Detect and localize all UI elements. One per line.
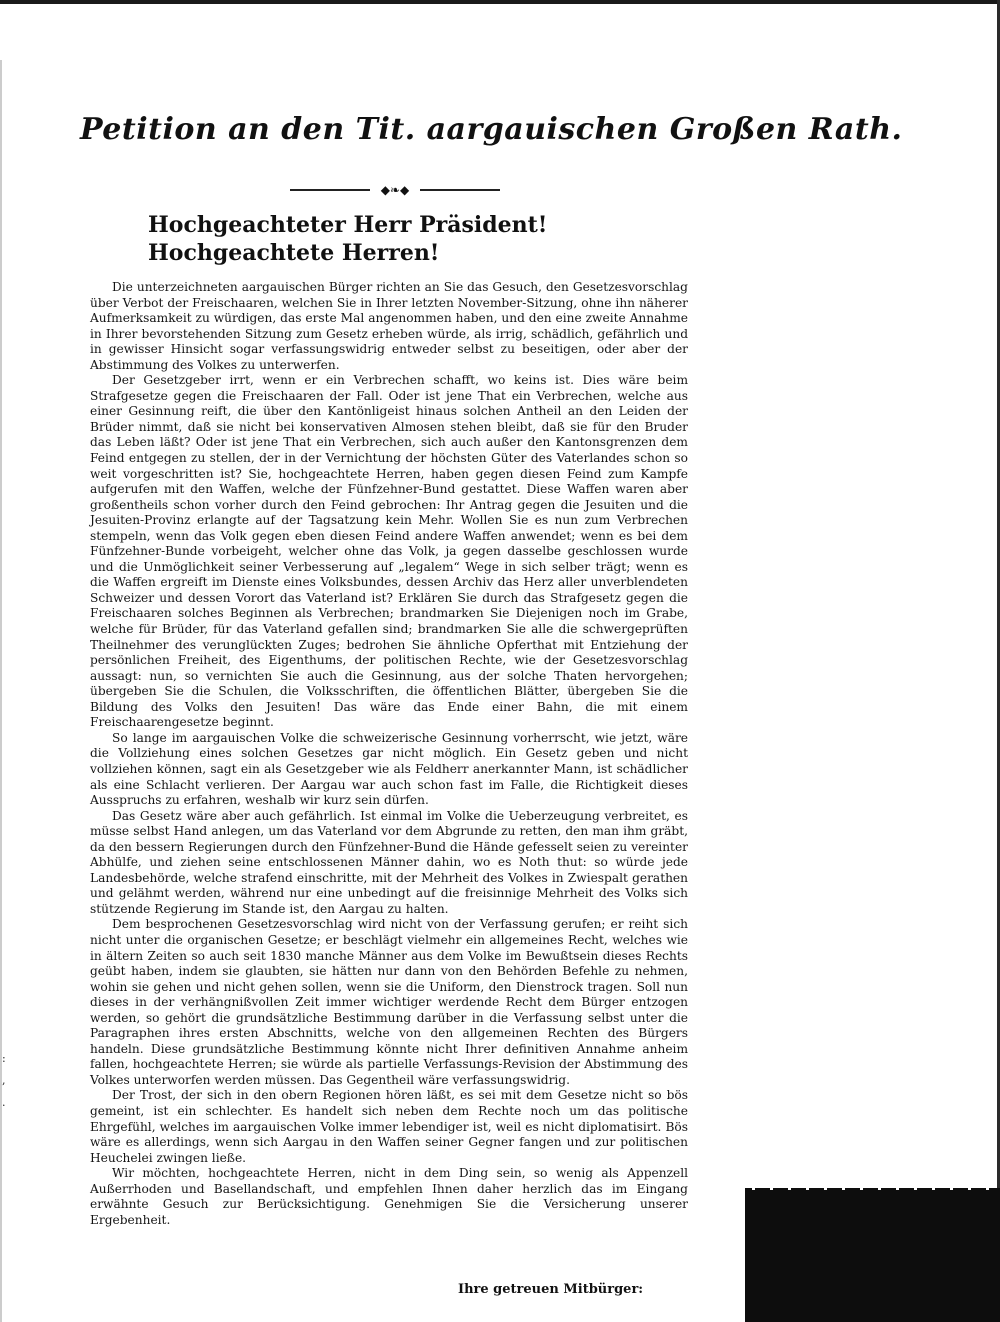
salutation-president: Hochgeachteter Herr Präsident! <box>148 212 548 238</box>
paragraph-consolation: Der Trost, der sich in den obern Regionen hören läßt, es sei mit dem Gesetze nicht so bös gemeint, ist ein schlechter. Es handelt sich neben dem Rechte noch um das politische Ehrgefühl, welches im aargauischen Volke immer lebendiger ist, weil es nicht diplomatisirt. Bös wäre es allerdings, wenn sich Aargau in den Waffen seiner Gegner fangen und zur politischen Heuchelei zwingen ließe. <box>90 1088 688 1165</box>
document-title: Petition an den Tit. aargauischen Großen Rath. <box>80 112 903 147</box>
paragraph-constitution: Dem besprochenen Gesetzesvorschlag wird nicht von der Verfassung gerufen; er reiht sich nicht unter die organischen Gesetze; er beschlägt vielmehr ein allgemeines Recht, welches wie in ältern Zeiten so auch seit 1830 manche Männer aus dem Volke im Bewußtsein dieses Rechts geübt haben, indem sie glaubten, sie hätten nur dann von den Behörden Befehle zu nehmen, wohin sie gehen und nicht gehen sollen, wenn sie die Uniform, den Dienstrock tragen. Soll nun dieses in der verhängnißvollen Zeit immer wichtiger werdende Recht dem Bürger entzogen werden, so gehört die grundsätzliche Bestimmung darüber in die Verfassung selbst unter die Paragraphen ihres ersten Abschnitts, welche von den allgemeinen Rechten des Bürgers handeln. Diese grundsätzliche Bestimmung könnte nicht Ihrer definitiven Annahme anheim fallen, hochgeachtete Herren; sie würde als partielle Verfassungs-Revision der Abstimmung des Volkes unterworfen werden müssen. Das Gegentheil wäre verfassungswidrig. <box>90 917 688 1087</box>
salutation-gentlemen: Hochgeachtete Herren! <box>148 240 440 266</box>
paragraph-legislator-errs: Der Gesetzgeber irrt, wenn er ein Verbrechen schafft, wo keins ist. Dies wäre beim Strafgesetze gegen die Freischaaren der Fall. Oder ist jene That ein Verbrechen, welche aus einer Gesinnung reift, die über den Kantönligeist hinaus solchen Antheil an den Leiden der Brüder nimmt, daß sie nicht bei konservativen Almosen stehen bleibt, daß sie für den Bruder das Leben läßt? Oder ist jene That ein Verbrechen, sich auch außer den Kantonsgrenzen dem Feind entgegen zu stellen, der in der Vernichtung der höchsten Güter des Vaterlandes schon so weit vorgeschritten ist? Sie, hochgeachtete Herren, haben gegen diesen Feind zum Kampfe aufgerufen mit den Waffen, welche der Fünfzehner-Bund gestattet. Diese Waffen waren aber großentheils schon vorher durch den Feind gebrochen: Ihr Antrag gegen die Jesuiten und die Jesuiten-Provinz erlangte auf der Tagsatzung kein Mehr. Wollen Sie es nun zum Verbrechen stempeln, wenn das Volk gegen eben diesen Feind andere Waffen anwendet; wenn es bei dem Fünfzehner-Bunde vorbeigeht, welcher ohne das Volk, ja gegen dasselbe geschlossen wurde und die Unmöglichkeit seiner Verbesserung auf „legalem“ Wege in sich selber trägt; wenn es die Waffen ergreift im Dienste eines Volksbundes, dessen Archiv das Herz aller unverblendeten Schweizer und dessen Vorort das Vaterland ist? Erklären Sie durch das Strafgesetz gegen die Freischaaren solches Beginnen als Verbrechen; brandmarken Sie Diejenigen noch im Grabe, welche für Brüder, für das Vaterland gefallen sind; brandmarken Sie alle die schwergeprüften Theilnehmer des verunglückten Zuges; bedrohen Sie ähnliche Opferthat mit Entziehung der persönlichen Freiheit, des Eigenthums, der politischen Rechte, wie der Gesetzesvorschlag aussagt: nun, so vernichten Sie auch die Gesinnung, aus der solche Thaten hervorgehen; übergeben Sie die Schulen, die Volksschriften, die öffentlichen Blätter, übergeben Sie die Bildung des Volks den Jesuiten! Das wäre das Ende einer Bahn, die mit einem Freischaarengesetze beginnt. <box>90 373 688 730</box>
paragraph-conclusion: Wir möchten, hochgeachtete Herren, nicht in dem Ding sein, so wenig als Appenzell Außerrhoden und Basellandschaft, und empfehlen Ihnen daher herzlich das im Eingang erwähnte Gesuch zur Berücksichtigung. Genehmigen Sie die Versicherung unserer Ergebenheit. <box>90 1166 688 1227</box>
closing-signature: Ihre getreuen Mitbürger: <box>458 1282 644 1297</box>
scan-border-top <box>0 0 1000 4</box>
paragraph-enforcement: So lange im aargauischen Volke die schweizerische Gesinnung vorherrscht, wie jetzt, wäre die Vollziehung eines solchen Gesetzes gar nicht möglich. Ein Gesetz geben und nicht vollziehen können, sagt ein als Gesetzgeber wie als Feldherr anerkannter Mann, ist schädlicher als eine Schlacht verlieren. Der Aargau war auch schon fast im Falle, die Richtigkeit dieses Ausspruchs zu erfahren, weshalb wir kurz sein dürfen. <box>90 730 688 808</box>
paragraph-dangerous: Das Gesetz wäre aber auch gefährlich. Ist einmal im Volke die Ueberzeugung verbreitet, es müsse selbst Hand anlegen, um das Vaterland vor dem Abgrunde zu retten, den man ihm gräbt, da den bessern Regierungen durch den Fünfzehner-Bund die Hände gefesselt seien zu vereinter Abhülfe, und ziehen seine entschlossenen Männer dahin, wo es Noth thut: so würde jede Landesbehörde, welche strafend einschritte, mit der Mehrheit des Volkes in Zwiespalt gerathen und gelähmt werden, während nur eine unbedingt auf die freisinnige Mehrheit des Volks sich stützende Regierung im Stande ist, den Aargau zu halten. <box>90 808 688 916</box>
petition-body <box>90 280 688 1228</box>
margin-artifacts: : , . <box>2 1052 6 1109</box>
title-ornament: ◆❧◆ <box>290 184 500 196</box>
paragraph-request: Die unterzeichneten aargauischen Bürger richten an Sie das Gesuch, den Gesetzesvorschlag über Verbot der Freischaaren, welchen Sie in Ihrer letzten November-Sitzung, ohne ihn näherer Aufmerksamkeit zu würdigen, das erste Mal angenommen haben, und den eine zweite Annahme in Ihrer bevorstehenden Sitzung zum Gesetz erheben würde, als irrig, schädlich, gefährlich und in gewisser Hinsicht sogar verfassungswidrig entweder selbst zu beseitigen, oder aber der Abstimmung des Volkes zu unterwerfen. <box>90 280 688 372</box>
page-edge-left <box>0 60 2 1322</box>
scan-dark-corner <box>745 1190 1000 1322</box>
